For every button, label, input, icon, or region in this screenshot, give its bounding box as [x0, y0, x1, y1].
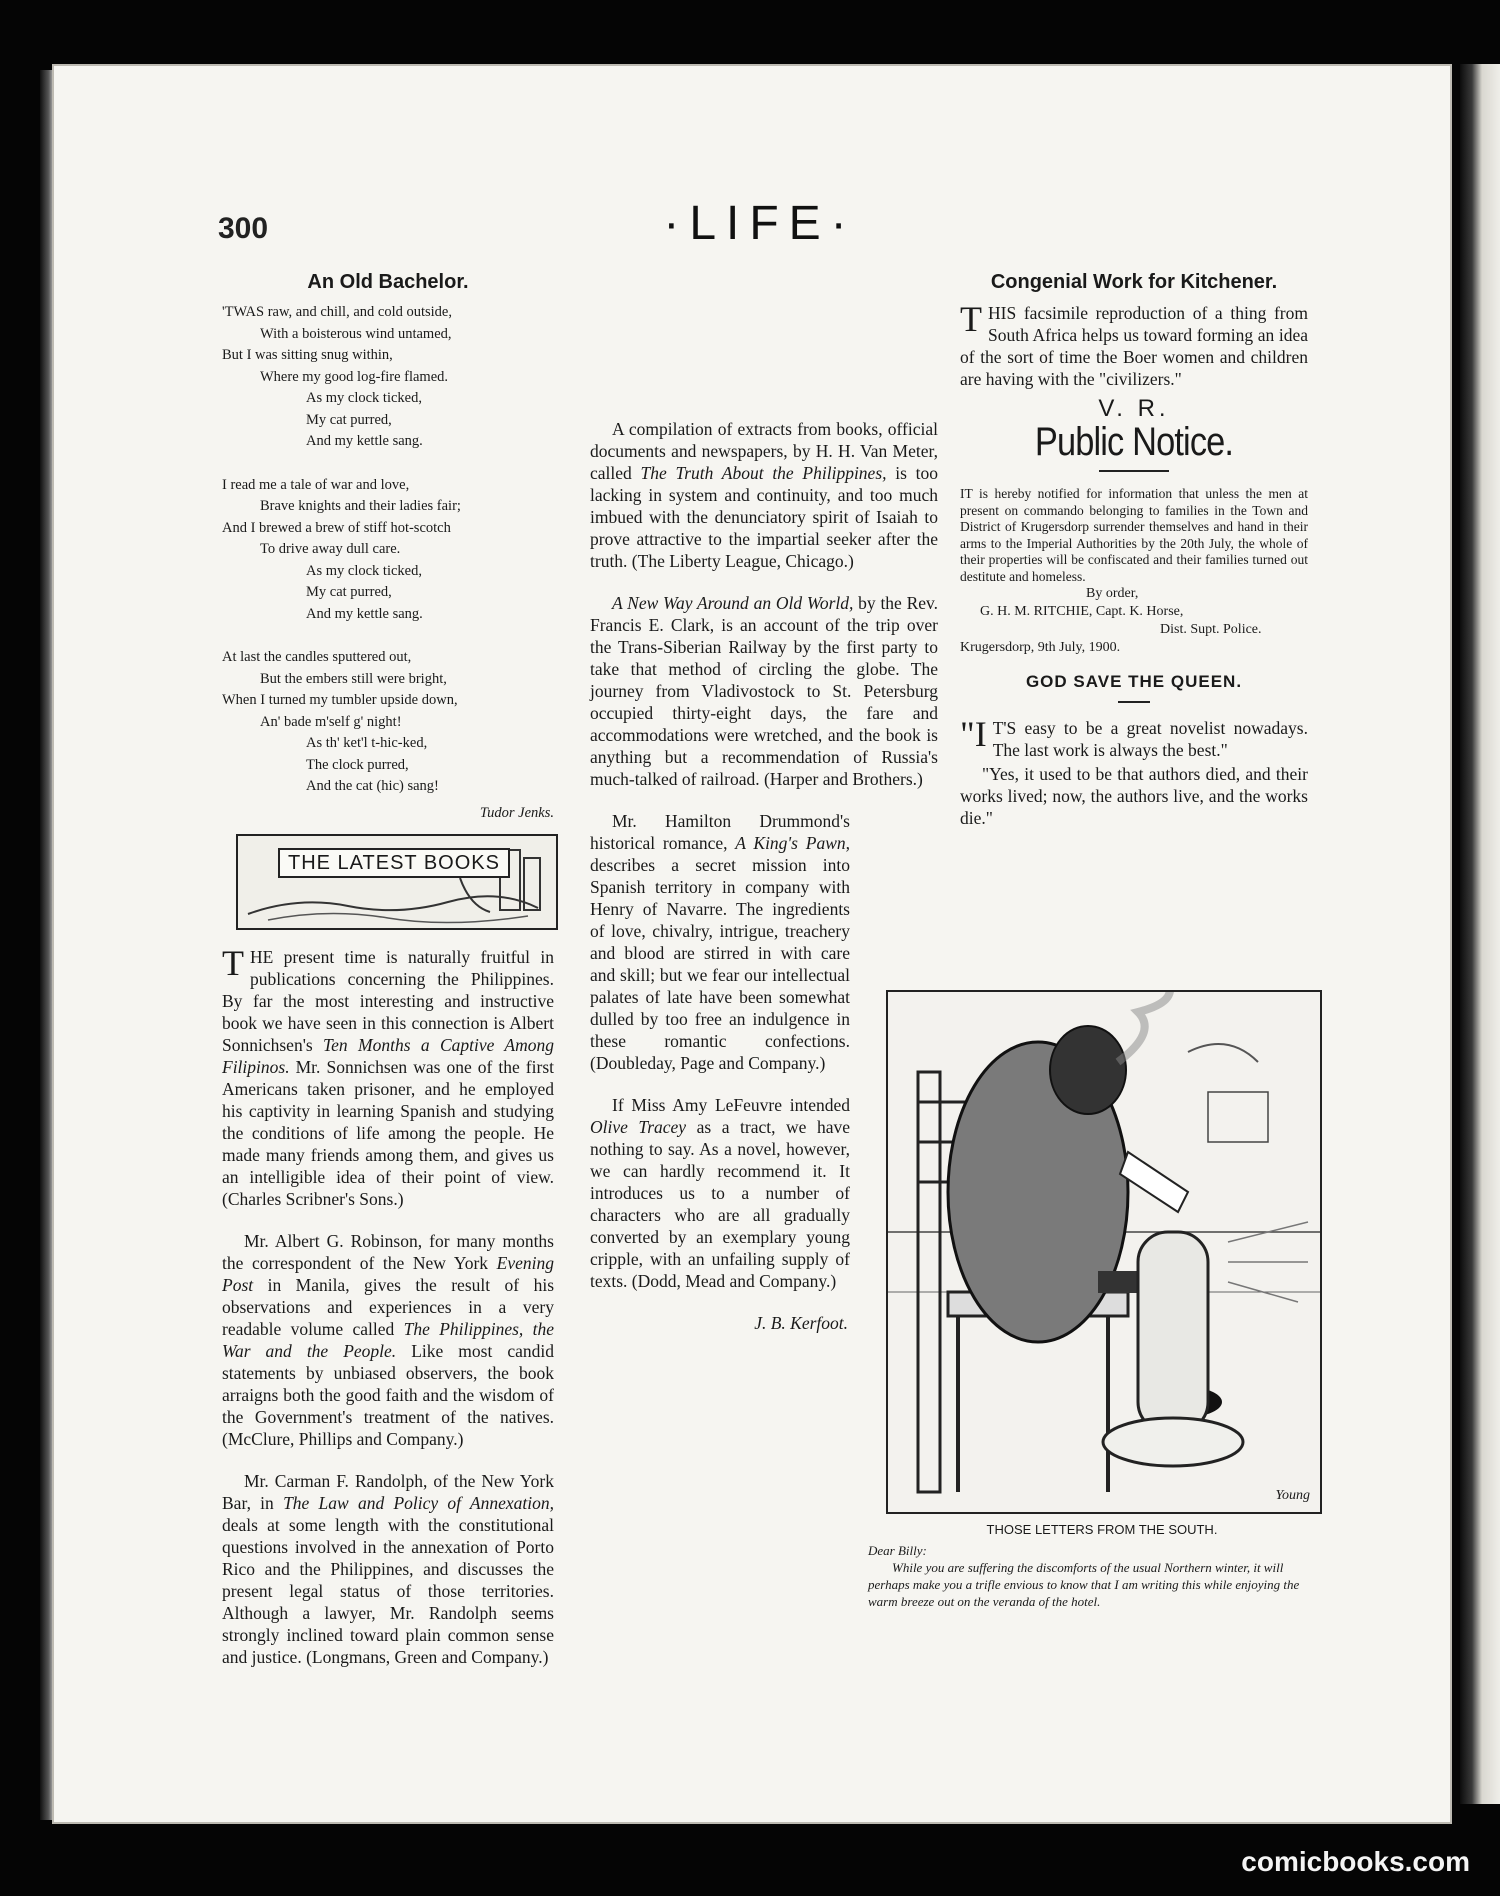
- joke-line-1: "I T'S easy to be a great novelist nowadays. The last work is always the best.": [960, 714, 1308, 760]
- notice-rule: [1099, 470, 1169, 472]
- joke-line-2: "Yes, it used to be that authors died, and their works lived; now, the authors live, and the works die.": [960, 764, 1308, 828]
- poem-stanza-2: I read me a tale of war and love, Brave knights and their ladies fair; And I brewed a brew of stiff hot-scotch To drive away dull care. As my clock ticked, My cat purred, And my kettle sang.: [222, 476, 461, 622]
- poem-title: An Old Bachelor.: [307, 271, 469, 293]
- masthead: ·LIFE·: [663, 197, 857, 250]
- public-notice-text: IT is hereby notified for information that unless the men at present on commando belonging to families in the Town and District of Krugersdorp surrender themselves and hand in their arms to the Imperial Authorities by the 20th July, the whole of their properties will be confiscated and their families turned out destitute and homeless.: [960, 486, 1308, 584]
- column-continuation-space: [590, 268, 938, 418]
- cartoon-caption: THOSE LETTERS FROM THE SOUTH.: [986, 1522, 1218, 1537]
- section-rule: [1118, 701, 1150, 703]
- review-lefeuvre: If Miss Amy LeFeuvre intended Olive Tracey as a tract, we have nothing to say. As a novel, however, we can hardly recommend it. It introduces us to a number of characters who are all gradually converted by an exemplary young cripple, with an unfailing supply of texts. (Dodd, Mead and Company.): [590, 1095, 851, 1291]
- review-drummond: Mr. Hamilton Drummond's historical romance, A King's Pawn, describes a secret mission into Spanish territory in company with Henry of Navarre. The ingredients of love, chivalry, intrigue, treachery and blood are stirred in with care and skill; but we fear our intellectual palates of late have been somewhat dulled by too free an indulgence in these romantic confections. (Doubleday, Page and Company.): [590, 811, 850, 1073]
- notice-by-order: By order,: [1086, 586, 1139, 601]
- notice-rank: Dist. Supt. Police.: [1160, 622, 1262, 637]
- review-randolph: Mr. Carman F. Randolph, of the New York Bar, in The Law and Policy of Annexation, deals at some length with the constitutional questions involved in the annexation of Porto Rico and the Philippines, and discusses the present legal status of those territories. Although a lawyer, Mr. Randolph seems strongly inclined toward plain common sense and justice. (Longmans, Green and Company.): [222, 1470, 555, 1667]
- latest-books-banner: [236, 834, 558, 930]
- letter-salutation: Dear Billy:: [868, 1543, 927, 1558]
- cartoon-illustration: [886, 990, 1322, 1514]
- cartoon-letter: [868, 1542, 1318, 1610]
- review-robinson: Mr. Albert G. Robinson, for many months the correspondent of the New York Evening Post in Manila, gives the result of his observations and experiences in a very readable volume called The Philippines, the War and the People. Like most candid statements by unbiased observers, the book arraigns both the good faith and the wisdom of the Government's treatment of the natives. (McClure, Phillips and Company.): [222, 1230, 555, 1449]
- god-save-the-queen: GOD SAVE THE QUEEN.: [1025, 672, 1243, 691]
- kitchener-title: Congenial Work for Kitchener.: [990, 271, 1278, 293]
- public-notice-title: Public Notice.: [1034, 420, 1234, 464]
- notice-date: Krugersdorp, 9th July, 1900.: [960, 640, 1121, 655]
- page-number: 300: [218, 212, 269, 245]
- next-page-edge: [1460, 64, 1500, 1804]
- column-right: [960, 270, 1308, 849]
- review-van-meter: A compilation of extracts from books, official documents and newspapers, by H. H. Van Meter, called The Truth About the Philippines, is too lacking in system and continuity, and too much imbued with the denunciatory spirit of Isaiah to prove attractive to the impartial seeker after the truth. (The Liberty League, Chicago.): [590, 419, 938, 571]
- artist-signature: Young: [1275, 1488, 1310, 1503]
- column-left: [222, 270, 554, 1688]
- reviewer-signature: J. B. Kerfoot.: [754, 1313, 848, 1333]
- notice-signed: G. H. M. RITCHIE, Capt. K. Horse,: [980, 604, 1184, 619]
- poem-author: Tudor Jenks.: [479, 804, 554, 821]
- vr-cipher: V. R.: [1098, 395, 1170, 422]
- review-clark: A New Way Around an Old World, by the Rev. Francis E. Clark, is an account of the trip over the Trans-Siberian Railway by the first party to take that method of circling the globe. The journey from Vladivostock to St. Petersburg occupied thirty-eight days, the fare and accommodations were wretched, and the book is anything but a recommendation of Russia's much-talked of railroad. (Harper and Brothers.): [590, 593, 939, 789]
- kitchener-intro: THIS facsimile reproduction of a thing from South Africa helps us toward forming an idea of the sort of time the Boer women and children are having with the "civilizers.": [960, 299, 1308, 389]
- poem-stanza-3: At last the candles sputtered out, But the embers still were bright, When I turned my tumbler upside down, An' bade m'self g' night! As th' ket'l t-hic-ked, The clock purred, And the cat (hic) sang!: [222, 649, 458, 794]
- man-writing-by-stove-drawing: [888, 992, 1320, 1512]
- site-watermark: comicbooks.com: [1241, 1846, 1470, 1877]
- letter-body: While you are suffering the discomforts of the usual Northern winter, it will perhaps make you a trifle envious to know that I am writing this while enjoying the warm breeze out on the veranda of the hotel.: [868, 1560, 1300, 1609]
- banner-label: THE LATEST BOOKS: [278, 848, 510, 878]
- poem-stanza-1: 'TWAS raw, and chill, and cold outside, With a boisterous wind untamed, But I was sitting snug within, Where my good log-fire flamed. As my clock ticked, My cat purred, And my kettle sang.: [222, 304, 452, 449]
- review-sonnichsen: THE present time is naturally fruitful in publications concerning the Philippines. By far the most interesting and instructive book we have seen in this connection is Albert Sonnichsen's Ten Months a Captive Among Filipinos. Mr. Sonnichsen was one of the first Americans taken prisoner, and he employed his captivity in learning Spanish and studying the conditions of life among the people. He made many friends among them, and gives us an intelligible idea of their point of view. (Charles Scribner's Sons.): [222, 942, 555, 1209]
